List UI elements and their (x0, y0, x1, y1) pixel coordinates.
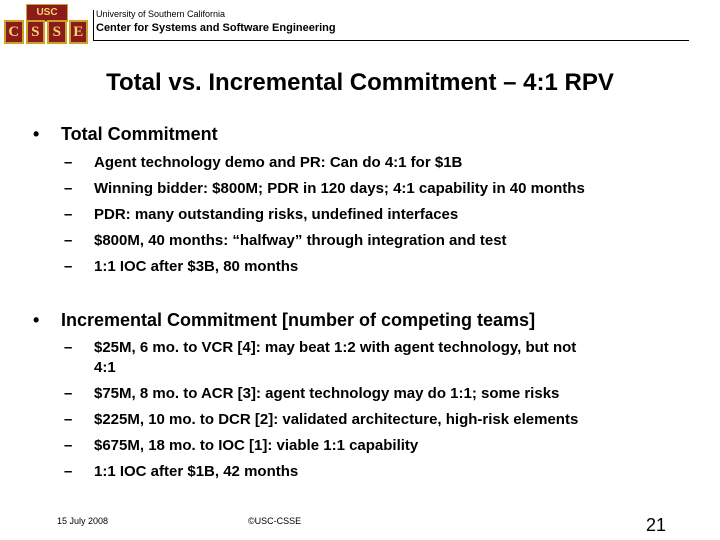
list-item: – $75M, 8 mo. to ACR [3]: agent technology may do 1:1; some risks (64, 385, 560, 402)
list-item: – Winning bidder: $800M; PDR in 120 days; 4:1 capability in 40 months (64, 180, 585, 197)
dash-marker: – (64, 232, 73, 249)
header-divider (93, 40, 689, 41)
list-item: – $225M, 10 mo. to DCR [2]: validated architecture, high-risk elements (64, 411, 579, 428)
page-number: 21 (646, 515, 667, 535)
slide-title: Total vs. Incremental Commitment – 4:1 RPV (106, 69, 614, 96)
list-item: – 1:1 IOC after $1B, 42 months (64, 463, 299, 480)
dash-marker: – (64, 206, 73, 223)
list-item: – $800M, 40 months: “halfway” through integration and test (64, 232, 507, 249)
list-item: – $675M, 18 mo. to IOC [1]: viable 1:1 capability (64, 437, 419, 454)
dash-marker: – (64, 411, 73, 428)
dash-marker: – (64, 258, 73, 275)
list-item: – Agent technology demo and PR: Can do 4:1 for $1B (64, 154, 463, 171)
dash-marker: – (64, 385, 73, 402)
logo-usc-label: USC (26, 4, 68, 22)
dash-marker: – (64, 437, 73, 454)
logo-letter: S (26, 20, 46, 44)
bullet-icon: • (33, 310, 40, 330)
dash-marker: – (64, 180, 73, 197)
logo-letters (4, 20, 88, 44)
section-heading-text: Total Commitment (61, 124, 218, 144)
list-item: – PDR: many outstanding risks, undefined interfaces (64, 206, 459, 223)
list-item: – 1:1 IOC after $3B, 80 months (64, 258, 299, 275)
bullet-icon: • (33, 124, 40, 144)
center-name: Center for Systems and Software Engineering (96, 22, 336, 34)
dash-marker: – (64, 154, 73, 171)
university-name: University of Southern California (96, 9, 226, 19)
usc-csse-logo (4, 4, 88, 46)
logo-letter: S (47, 20, 67, 44)
section-heading-total (33, 124, 218, 145)
section-heading-text: Incremental Commitment [number of competing teams] (61, 310, 536, 330)
list-item-continuation: 4:1 (94, 359, 116, 376)
logo-letter: E (69, 20, 89, 44)
list-item: – $25M, 6 mo. to VCR [4]: may beat 1:2 with agent technology, but not (64, 339, 577, 356)
logo-letter: C (4, 20, 24, 44)
header-vertical-divider (93, 10, 94, 40)
footer-copyright: ©USC-CSSE (248, 516, 302, 526)
dash-marker: – (64, 339, 73, 356)
footer-date: 15 July 2008 (57, 516, 109, 526)
section-heading-incremental (33, 310, 535, 331)
dash-marker: – (64, 463, 73, 480)
